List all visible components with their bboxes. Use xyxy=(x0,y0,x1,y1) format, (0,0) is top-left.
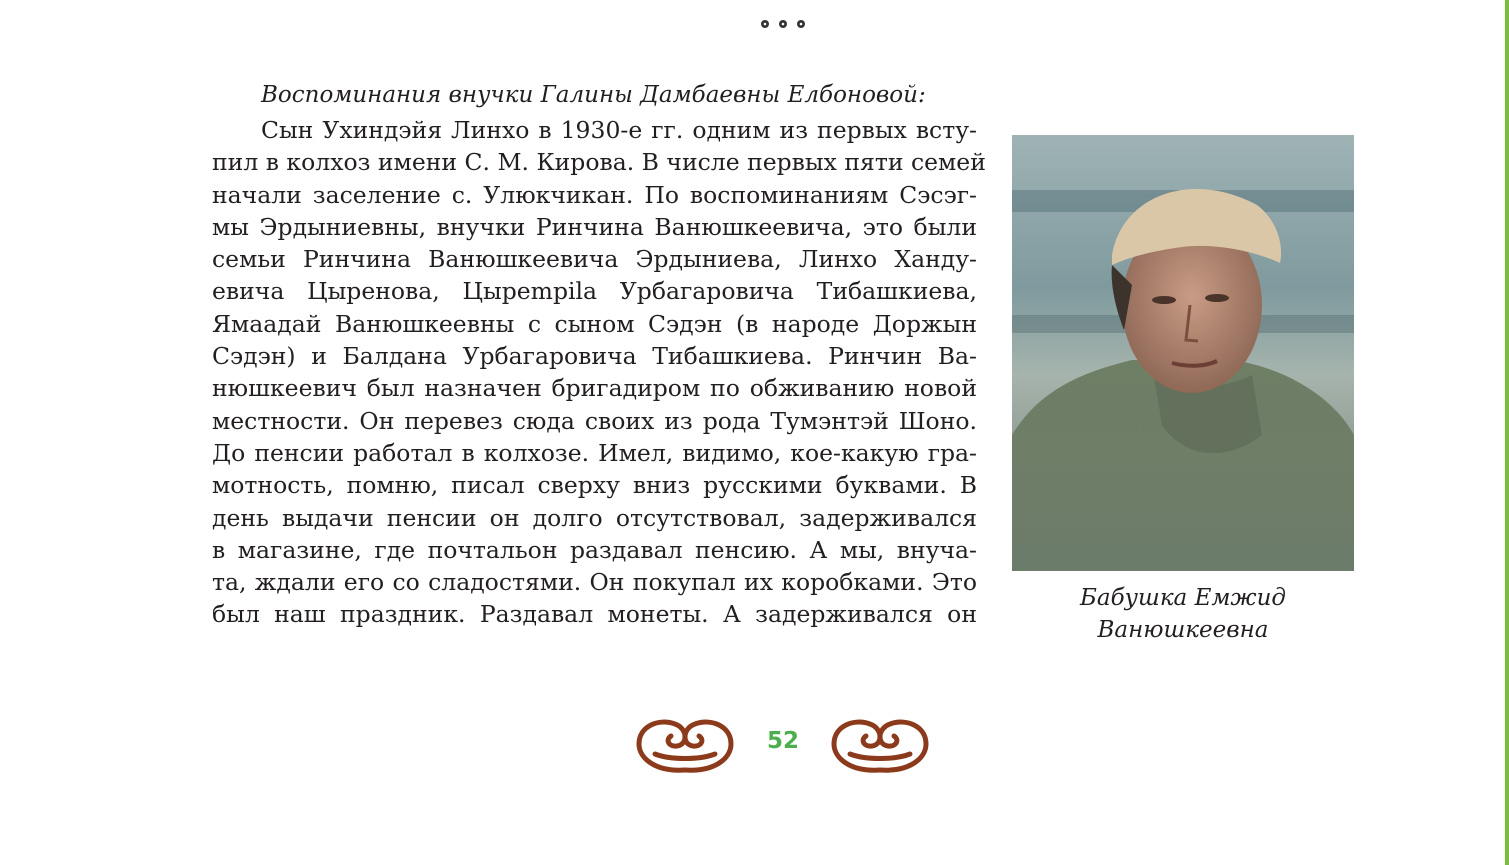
mongolian-scroll-ornament-right xyxy=(830,714,930,776)
photo-caption-line: Ванюшкеевна xyxy=(1097,617,1269,643)
paragraph-line: семьи Ринчина Ванюшкеевича Эрдыниева, Линхо Ханду- xyxy=(212,245,977,274)
three-dots-icon xyxy=(756,14,816,34)
paragraph-line: Сын Ухиндэйя Линхо в 1930-е гг. одним из первых всту- xyxy=(261,116,977,144)
memoir-heading: Воспоминания внучки Галины Дамбаевны Елбоновой: xyxy=(261,82,926,108)
page-number: 52 xyxy=(766,728,799,754)
paragraph-line: До пенсии работал в колхозе. Имел, видимо, кое-какую гра- xyxy=(212,438,977,467)
portrait-photo xyxy=(1012,135,1354,571)
paragraph-line: пил в колхоз имени С. М. Кирова. В числе первых пяти семей xyxy=(212,148,986,177)
paragraph-line: местности. Он перевез сюда своих из рода Тумэнтэй Шоно. xyxy=(212,406,977,435)
paragraph-line: Сэдэн) и Балдана Урбагаровича Тибашкиева. Ринчин Ва- xyxy=(212,342,977,371)
mongolian-scroll-ornament-left xyxy=(635,714,735,776)
mongolian-scroll-ornament-icon xyxy=(830,714,930,776)
paragraph-line: был наш праздник. Раздавал монеты. А задерживался он xyxy=(212,600,977,629)
paragraph-line: мотность, помню, писал сверху вниз русскими буквами. В xyxy=(212,471,977,500)
memoir-paragraph xyxy=(212,114,986,631)
photo-caption xyxy=(1012,582,1354,646)
paragraph-line: та, ждали его со сладостями. Он покупал их коробками. Это xyxy=(212,568,977,597)
section-break-dots xyxy=(756,14,816,34)
paragraph-line: евича Цыренова, Цырempila Урбагаровича Тибашкиева, xyxy=(212,277,977,306)
paragraph-line: начали заселение с. Улюкчикан. По воспоминаниям Сэсэг- xyxy=(212,180,977,209)
photo-caption-line: Бабушка Емжид xyxy=(1080,585,1286,611)
page-edge-accent xyxy=(1505,0,1509,865)
paragraph-line: нюшкеевич был назначен бригадиром по обживанию новой xyxy=(212,374,977,403)
portrait-photo-image xyxy=(1012,135,1354,571)
paragraph-line: в магазине, где почтальон раздавал пенсию. А мы, внуча- xyxy=(212,535,977,564)
paragraph-line: мы Эрдыниевны, внучки Ринчина Ванюшкеевича, это были xyxy=(212,212,977,241)
paragraph-line: день выдачи пенсии он долго отсутствовал, задерживался xyxy=(212,503,977,532)
mongolian-scroll-ornament-icon xyxy=(635,714,735,776)
paragraph-line: Ямаадай Ванюшкеевны с сыном Сэдэн (в народе Доржын xyxy=(212,309,977,338)
